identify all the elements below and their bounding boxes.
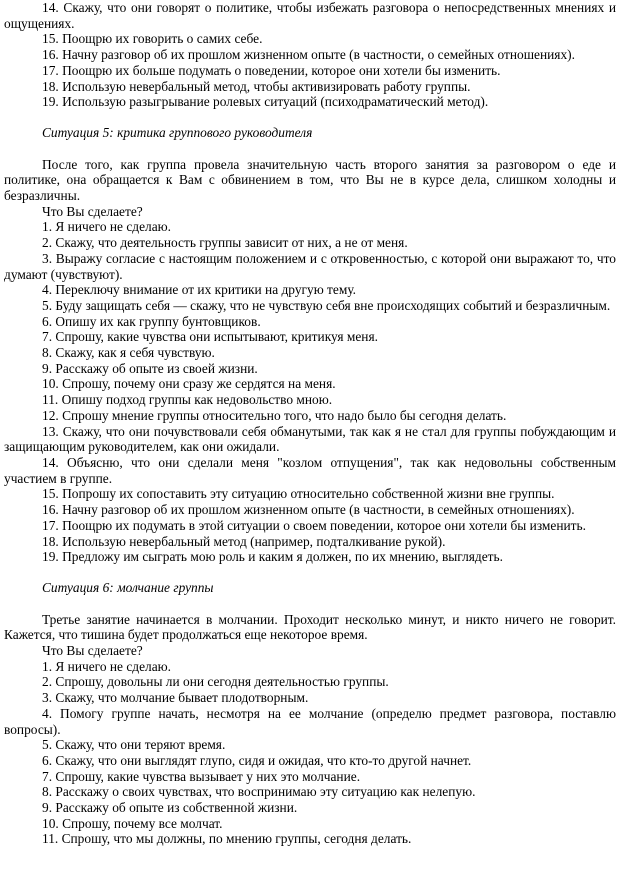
option-item: 18. Использую невербальный метод, чтобы активизировать работу группы. <box>42 78 471 94</box>
option-item: 14. Объясню, что они сделали меня "козлом отпущения", так как недовольны собственным участием в группе. <box>4 454 616 486</box>
situation-5-section <box>4 157 616 565</box>
option-item: 17. Поощрю их подумать в этой ситуации о своем поведении, которое они хотели бы изменить. <box>42 517 586 533</box>
option-item: 11. Опишу подход группы как недовольство мною. <box>42 392 333 408</box>
option-item: 14. Скажу, что они говорят о политике, чтобы избежать разговора о непосредственных мнениях и ощущениях. <box>4 0 616 31</box>
option-item: 7. Спрошу, какие чувства они испытывают, критикуя меня. <box>42 329 378 345</box>
option-item: 2. Скажу, что деятельность группы зависит от них, а не от меня. <box>42 235 408 251</box>
option-item: 7. Спрошу, какие чувства вызывает у них это молчание. <box>42 768 361 784</box>
option-item: 15. Поощрю их говорить о самих себе. <box>42 31 263 47</box>
option-item: 6. Скажу, что они выглядят глупо, сидя и ожидая, что кто-то другой начнет. <box>42 752 472 768</box>
option-item: 4. Переключу внимание от их критики на другую тему. <box>42 282 357 298</box>
option-item: 8. Расскажу о своих чувствах, что воспринимаю эту ситуацию как нелепую. <box>42 784 476 800</box>
option-item: 1. Я ничего не сделаю. <box>42 219 172 235</box>
option-item: 9. Расскажу об опыте из своей жизни. <box>42 360 258 376</box>
option-item: 9. Расскажу об опыте из собственной жизни. <box>42 800 298 816</box>
question-text: Что Вы сделаете? <box>42 203 143 219</box>
option-item: 3. Выражу согласие с настоящим положением и с откровенностью, с которой они выражают то, что думают (чувствуют). <box>4 250 616 282</box>
option-item: 2. Спрошу, довольны ли они сегодня деятельностью группы. <box>42 674 389 690</box>
option-item: 4. Помогу группе начать, несмотря на ее молчание (определю предмет разговора, поставлю вопросы). <box>4 705 616 737</box>
option-item: 19. Использую разыгрывание ролевых ситуаций (психодраматический метод). <box>42 94 489 110</box>
option-item: 16. Начну разговор об их прошлом жизненном опыте (в частности, о семейных отношениях). <box>42 47 575 63</box>
situation-description: После того, как группа провела значительную часть второго занятия за разговором о еде и политике, она обращается к Вам с обвинением в том, что Вы не в курсе дела, слишком холодны и безразличны. <box>4 156 616 204</box>
option-item: 5. Буду защищать себя — скажу, что не чувствую себя вне происходящих событий и безразличным. <box>42 297 611 313</box>
option-item: 10. Спрошу, почему все молчат. <box>42 815 223 831</box>
option-item: 8. Скажу, как я себя чувствую. <box>42 345 215 361</box>
option-item: 11. Спрошу, что мы должны, по мнению группы, сегодня делать. <box>42 831 412 847</box>
situation-6-section <box>4 612 616 848</box>
option-item: 15. Попрошу их сопоставить эту ситуацию относительно собственной жизни вне группы. <box>42 486 555 502</box>
options-list-situation-4-continued <box>4 0 616 110</box>
situation-description: Третье занятие начинается в молчании. Проходит несколько минут, и никто ничего не говорит. Кажется, что тишина будет продолжаться еще некоторое время. <box>4 611 616 643</box>
section-heading-situation-5: Ситуация 5: критика группового руководителя <box>42 124 313 140</box>
option-item: 3. Скажу, что молчание бывает плодотворным. <box>42 690 309 706</box>
option-item: 16. Начну разговор об их прошлом жизненном опыте (в частности, в семейных отношениях). <box>42 502 575 518</box>
option-item: 12. Спрошу мнение группы относительно того, что надо было бы сегодня делать. <box>42 407 507 423</box>
section-heading-situation-6: Ситуация 6: молчание группы <box>42 579 214 595</box>
option-item: 6. Опишу их как группу бунтовщиков. <box>42 313 261 329</box>
option-item: 5. Скажу, что они теряют время. <box>42 737 226 753</box>
option-item: 1. Я ничего не сделаю. <box>42 658 172 674</box>
question-text: Что Вы сделаете? <box>42 643 143 659</box>
option-item: 17. Поощрю их больше подумать о поведении, которое они хотели бы изменить. <box>42 62 501 78</box>
option-item: 10. Спрошу, почему они сразу же сердятся на меня. <box>42 376 336 392</box>
option-item: 19. Предложу им сыграть мою роль и каким я должен, по их мнению, выглядеть. <box>42 549 503 565</box>
option-item: 13. Скажу, что они почувствовали себя обманутыми, так как я не стал для группы побуждающим и защищающим руководителем, как они ожидали. <box>4 423 616 455</box>
option-item: 18. Использую невербальный метод (например, подталкивание рукой). <box>42 533 446 549</box>
